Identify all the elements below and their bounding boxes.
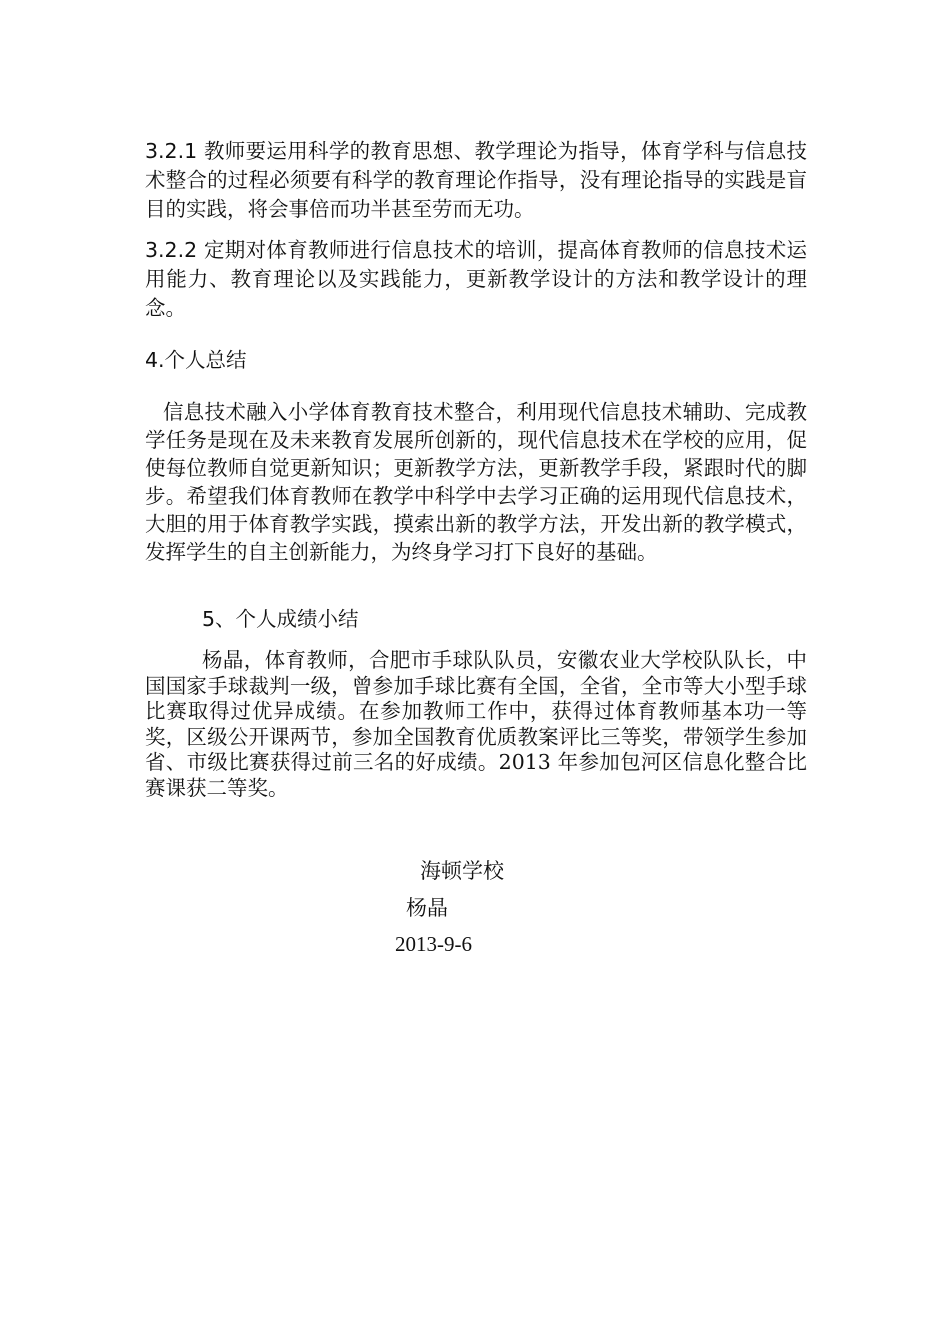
signature-name: 杨晶 — [406, 896, 448, 920]
signature-school: 海顿学校 — [420, 859, 504, 883]
paragraph-3-2-2 — [145, 236, 807, 323]
section-heading-5: 5、个人成绩小结 — [202, 607, 359, 631]
paragraph-text: 定期对体育教师进行信息技术的培训，提高体育教师的信息技术运用能力、教育理论以及实践能力，更新教学设计的方法和教学设计的理念。 — [145, 238, 807, 320]
paragraph-achievements: 杨晶，体育教师，合肥市手球队队员，安徽农业大学校队队长，中国国家手球裁判一级，曾参加手球比赛有全国，全省，全市等大小型手球比赛取得过优异成绩。在参加教师工作中，获得过体育教师基本功一等奖，区级公开课两节，参加全国教育优质教案评比三等奖，带领学生参加省、市级比赛获得过前三名的好成绩。2013 年参加包河区信息化整合比赛课获二等奖。 — [145, 648, 807, 800]
paragraph-summary: 信息技术融入小学体育教育技术整合，利用现代信息技术辅助、完成教学任务是现在及未来教育发展所创新的，现代信息技术在学校的应用，促使每位教师自觉更新知识；更新教学方法，更新教学手段，紧跟时代的脚步。希望我们体育教师在教学中科学中去学习正确的运用现代信息技术，大胆的用于体育教学实践，摸索出新的教学方法，开发出新的教学模式，发挥学生的自主创新能力，为终身学习打下良好的基础。 — [145, 400, 807, 564]
section-number: 3.2.1 — [145, 139, 198, 163]
paragraph-3-2-1 — [145, 137, 807, 224]
section-heading-4: 4.个人总结 — [145, 348, 247, 372]
section-number: 3.2.2 — [145, 238, 198, 262]
signature-date: 2013-9-6 — [395, 932, 472, 956]
paragraph-text: 教师要运用科学的教育思想、教学理论为指导，体育学科与信息技术整合的过程必须要有科学的教育理论作指导，没有理论指导的实践是盲目的实践，将会事倍而功半甚至劳而无功。 — [145, 139, 807, 221]
